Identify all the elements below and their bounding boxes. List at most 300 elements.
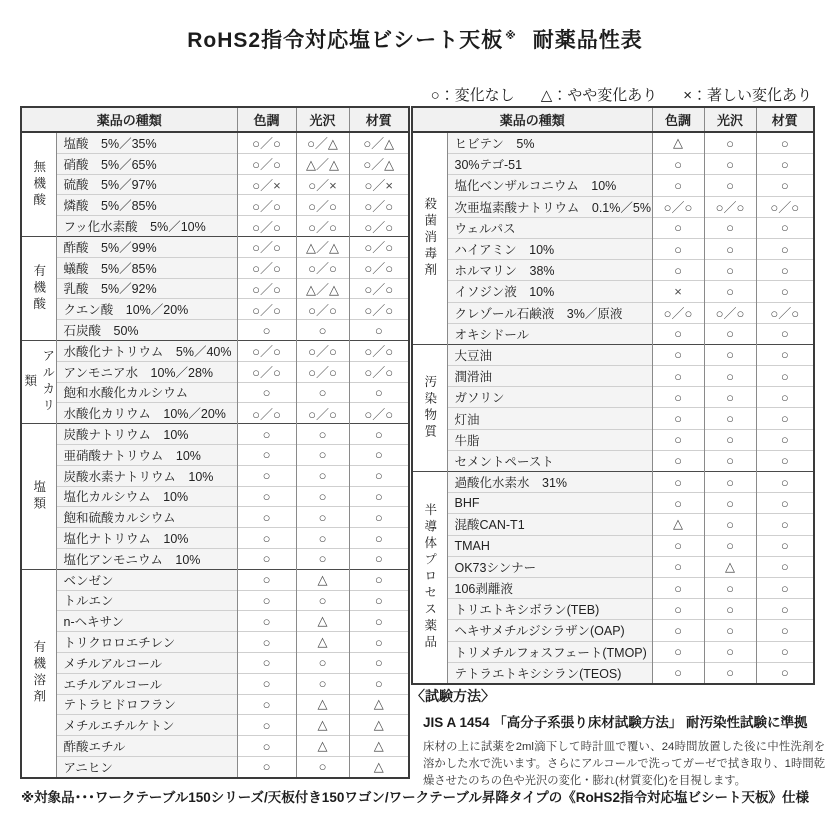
table-row: [21, 340, 409, 361]
color-result-cell: ○／○: [237, 403, 296, 424]
material-result-cell: △: [349, 694, 409, 715]
gloss-result-cell: ○／×: [296, 174, 349, 195]
chemical-name-cell: 燐酸 5%／85%: [56, 195, 237, 216]
chemical-name-cell: クレゾール石鹸液 3%／原液: [447, 302, 652, 323]
chemical-name-cell: 灯油: [447, 408, 652, 429]
chemical-name-cell: 混酸CAN-T1: [447, 514, 652, 535]
color-result-cell: ○: [237, 590, 296, 611]
gloss-result-cell: ○: [704, 238, 756, 259]
chemical-name-cell: トリクロロエチレン: [56, 632, 237, 653]
gloss-result-cell: ○: [704, 281, 756, 302]
test-method-description: 床材の上に試薬を2ml滴下して時計皿で覆い、24時間放置した後に中性洗剤を溶かした水で洗います。さらにアルコールで洗ってガーゼで拭き取り、1時間乾燥させたのちの色や光沢の変化・膨れ(材質変化)を目視します。: [423, 741, 825, 787]
color-result-cell: ○: [652, 662, 704, 684]
category-cell: アルカリ類: [21, 340, 56, 423]
material-result-cell: ○: [756, 323, 814, 344]
table-row: [412, 556, 814, 577]
chemical-name-cell: 塩化ベンザルコニウム 10%: [447, 175, 652, 196]
col-header-color: 色調: [237, 107, 296, 132]
color-result-cell: ○／○: [237, 299, 296, 320]
table-row: [412, 514, 814, 535]
gloss-result-cell: ○: [704, 662, 756, 684]
category-cell: 殺菌消毒剤: [412, 132, 447, 344]
chemical-name-cell: メチルエチルケトン: [56, 715, 237, 736]
color-result-cell: ○／○: [652, 302, 704, 323]
color-result-cell: ○: [652, 556, 704, 577]
table-row: [412, 472, 814, 493]
gloss-result-cell: ○: [704, 599, 756, 620]
chemical-name-cell: BHF: [447, 493, 652, 514]
gloss-result-cell: ○: [296, 486, 349, 507]
color-result-cell: ○: [237, 382, 296, 403]
color-result-cell: ○: [652, 535, 704, 556]
gloss-result-cell: ○／○: [704, 196, 756, 217]
color-result-cell: ○: [652, 387, 704, 408]
color-result-cell: ○: [652, 408, 704, 429]
chemical-name-cell: 石炭酸 50%: [56, 320, 237, 341]
material-result-cell: ○: [756, 450, 814, 471]
material-result-cell: ○: [349, 632, 409, 653]
gloss-result-cell: ○／○: [296, 299, 349, 320]
applicable-products-note: ※対象品･･･ワークテーブル150シリーズ/天板付き150ワゴン/ワークテーブル昇降タイプの《RoHS2指令対応塩ビシート天板》仕様: [21, 790, 809, 805]
chemical-name-cell: 硝酸 5%／65%: [56, 153, 237, 174]
material-result-cell: ○: [349, 465, 409, 486]
table-row: [412, 662, 814, 684]
color-result-cell: ○: [237, 694, 296, 715]
gloss-result-cell: ○: [704, 132, 756, 154]
col-header-chemical-type: 薬品の種類: [21, 107, 237, 132]
material-result-cell: ○／○: [756, 302, 814, 323]
table-row: [21, 278, 409, 299]
page-title-reference-mark: ※: [505, 30, 517, 42]
material-result-cell: ○／△: [349, 153, 409, 174]
category-cell: 塩類: [21, 424, 56, 570]
gloss-result-cell: ○: [296, 320, 349, 341]
table-row: [21, 528, 409, 549]
table-row: [21, 257, 409, 278]
table-row: [21, 236, 409, 257]
chemical-name-cell: 飽和水酸化カルシウム: [56, 382, 237, 403]
col-header-color: 色調: [652, 107, 704, 132]
chemical-name-cell: OK73シンナー: [447, 556, 652, 577]
gloss-result-cell: ○: [704, 429, 756, 450]
table-row: [21, 611, 409, 632]
gloss-result-cell: △／△: [296, 236, 349, 257]
material-result-cell: ○／○: [349, 361, 409, 382]
material-result-cell: ○: [349, 486, 409, 507]
color-result-cell: ○: [237, 486, 296, 507]
material-result-cell: ○: [349, 548, 409, 569]
table-row: [412, 217, 814, 238]
gloss-result-cell: △: [296, 715, 349, 736]
material-result-cell: ○: [756, 408, 814, 429]
table-row: [412, 366, 814, 387]
chemical-name-cell: 次亜塩素酸ナトリウム 0.1%／5%: [447, 196, 652, 217]
table-header-row: [412, 107, 814, 132]
gloss-result-cell: △／△: [296, 153, 349, 174]
table-row: [21, 132, 409, 153]
color-result-cell: ○: [237, 715, 296, 736]
gloss-result-cell: ○: [296, 507, 349, 528]
right-chemical-table: [411, 106, 815, 685]
table-row: [412, 238, 814, 259]
gloss-result-cell: ○／○: [296, 195, 349, 216]
material-result-cell: ○／○: [349, 257, 409, 278]
color-result-cell: ○: [652, 260, 704, 281]
color-result-cell: ○／○: [237, 340, 296, 361]
chemical-name-cell: 炭酸ナトリウム 10%: [56, 424, 237, 445]
color-result-cell: ○／○: [237, 153, 296, 174]
material-result-cell: ○／○: [349, 299, 409, 320]
material-result-cell: ○: [756, 535, 814, 556]
material-result-cell: ○／○: [349, 278, 409, 299]
color-result-cell: ○: [237, 569, 296, 590]
gloss-result-cell: △: [296, 736, 349, 757]
gloss-result-cell: △: [296, 632, 349, 653]
table-row: [412, 154, 814, 175]
gloss-result-cell: ○: [704, 493, 756, 514]
material-result-cell: ○: [349, 590, 409, 611]
chemical-name-cell: テトラヒドロフラン: [56, 694, 237, 715]
col-header-material: 材質: [349, 107, 409, 132]
color-result-cell: ○: [652, 175, 704, 196]
table-row: [21, 590, 409, 611]
chemical-name-cell: 大豆油: [447, 344, 652, 365]
color-result-cell: ○: [652, 366, 704, 387]
material-result-cell: ○: [756, 366, 814, 387]
color-result-cell: ○: [652, 238, 704, 259]
gloss-result-cell: △: [296, 611, 349, 632]
table-row: [21, 320, 409, 341]
color-result-cell: ○: [237, 652, 296, 673]
color-result-cell: ○: [237, 465, 296, 486]
table-row: [412, 323, 814, 344]
material-result-cell: ○: [756, 493, 814, 514]
chemical-name-cell: 酢酸 5%／99%: [56, 236, 237, 257]
chemical-name-cell: 水酸化カリウム 10%／20%: [56, 403, 237, 424]
color-result-cell: ○: [652, 620, 704, 641]
material-result-cell: ○: [756, 641, 814, 662]
gloss-result-cell: ○: [296, 382, 349, 403]
chemical-name-cell: トリメチルフォスフェート(TMOP): [447, 641, 652, 662]
color-result-cell: ○: [237, 528, 296, 549]
table-row: [21, 382, 409, 403]
gloss-result-cell: ○: [296, 548, 349, 569]
color-result-cell: ×: [652, 281, 704, 302]
chemical-name-cell: 蟻酸 5%／85%: [56, 257, 237, 278]
color-result-cell: ○: [652, 472, 704, 493]
table-row: [21, 153, 409, 174]
color-result-cell: ○: [237, 444, 296, 465]
col-header-chemical-type: 薬品の種類: [412, 107, 652, 132]
page-title-main: RoHS2指令対応塩ビシート天板: [187, 29, 504, 52]
material-result-cell: ○: [756, 154, 814, 175]
gloss-result-cell: ○: [704, 175, 756, 196]
gloss-result-cell: ○: [704, 641, 756, 662]
table-row: [412, 429, 814, 450]
chemical-name-cell: アニヒン: [56, 756, 237, 777]
table-row: [412, 260, 814, 281]
gloss-result-cell: ○: [704, 577, 756, 598]
gloss-result-cell: ○／○: [296, 340, 349, 361]
material-result-cell: ○: [756, 132, 814, 154]
gloss-result-cell: ○: [704, 535, 756, 556]
material-result-cell: ○: [349, 673, 409, 694]
gloss-result-cell: ○: [704, 408, 756, 429]
color-result-cell: △: [652, 132, 704, 154]
gloss-result-cell: ○: [296, 756, 349, 777]
gloss-result-cell: ○: [704, 260, 756, 281]
material-result-cell: ○: [756, 281, 814, 302]
table-row: [412, 302, 814, 323]
col-header-gloss: 光沢: [296, 107, 349, 132]
table-row: [412, 577, 814, 598]
table-header-row: [21, 107, 409, 132]
table-row: [21, 403, 409, 424]
table-row: [21, 548, 409, 569]
chemical-name-cell: ホルマリン 38%: [447, 260, 652, 281]
material-result-cell: ○: [756, 429, 814, 450]
category-cell: 有機酸: [21, 236, 56, 340]
color-result-cell: ○／×: [237, 174, 296, 195]
material-result-cell: ○: [756, 556, 814, 577]
table-row: [21, 174, 409, 195]
gloss-result-cell: ○: [296, 673, 349, 694]
color-result-cell: ○: [652, 641, 704, 662]
table-row: [412, 408, 814, 429]
table-row: [21, 756, 409, 777]
category-cell: 半導体プロセス薬品: [412, 472, 447, 684]
gloss-result-cell: △: [296, 569, 349, 590]
material-result-cell: ○／○: [349, 216, 409, 237]
gloss-result-cell: △: [296, 694, 349, 715]
table-row: [21, 673, 409, 694]
chemical-name-cell: 飽和硫酸カルシウム: [56, 507, 237, 528]
chemical-name-cell: 酢酸エチル: [56, 736, 237, 757]
table-row: [412, 132, 814, 154]
table-row: [21, 486, 409, 507]
gloss-result-cell: ○: [704, 344, 756, 365]
test-method-standard: JIS A 1454 「高分子系張り床材試験方法」 耐汚染性試験に準拠: [423, 715, 808, 730]
material-result-cell: ○: [756, 577, 814, 598]
chemical-name-cell: オキシドール: [447, 323, 652, 344]
left-chemical-table: [20, 106, 410, 779]
table-row: [412, 450, 814, 471]
chemical-name-cell: 水酸化ナトリウム 5%／40%: [56, 340, 237, 361]
gloss-result-cell: ○／○: [296, 361, 349, 382]
category-cell: 有機溶剤: [21, 569, 56, 777]
chemical-name-cell: メチルアルコール: [56, 652, 237, 673]
material-result-cell: ○／○: [349, 195, 409, 216]
material-result-cell: ○: [349, 569, 409, 590]
chemical-name-cell: 塩化アンモニウム 10%: [56, 548, 237, 569]
gloss-result-cell: ○: [704, 472, 756, 493]
gloss-result-cell: ○: [296, 528, 349, 549]
material-result-cell: △: [349, 736, 409, 757]
material-result-cell: ○: [349, 382, 409, 403]
chemical-name-cell: イソジン液 10%: [447, 281, 652, 302]
category-cell: 無機酸: [21, 132, 56, 236]
material-result-cell: ○: [349, 652, 409, 673]
gloss-result-cell: ○: [704, 323, 756, 344]
chemical-name-cell: n-ヘキサン: [56, 611, 237, 632]
gloss-result-cell: ○: [704, 620, 756, 641]
chemical-name-cell: 塩化ナトリウム 10%: [56, 528, 237, 549]
table-row: [21, 632, 409, 653]
table-row: [412, 281, 814, 302]
material-result-cell: ○: [756, 387, 814, 408]
material-result-cell: ○／○: [349, 236, 409, 257]
color-result-cell: ○／○: [237, 216, 296, 237]
table-row: [21, 444, 409, 465]
table-row: [412, 387, 814, 408]
chemical-name-cell: セメントペースト: [447, 450, 652, 471]
chemical-name-cell: 過酸化水素水 31%: [447, 472, 652, 493]
material-result-cell: ○: [756, 599, 814, 620]
color-result-cell: ○／○: [237, 257, 296, 278]
chemical-name-cell: フッ化水素酸 5%／10%: [56, 216, 237, 237]
color-result-cell: ○: [652, 599, 704, 620]
material-result-cell: ○: [756, 472, 814, 493]
table-row: [412, 535, 814, 556]
color-result-cell: ○: [237, 632, 296, 653]
material-result-cell: ○: [756, 238, 814, 259]
legend-significant-change: ×：著しい変化あり: [683, 87, 812, 104]
gloss-result-cell: ○: [704, 217, 756, 238]
chemical-name-cell: 炭酸水素ナトリウム 10%: [56, 465, 237, 486]
gloss-result-cell: ○: [704, 514, 756, 535]
chemical-name-cell: エチルアルコール: [56, 673, 237, 694]
material-result-cell: ○: [756, 217, 814, 238]
symbol-legend: [408, 84, 812, 105]
color-result-cell: ○: [237, 611, 296, 632]
table-row: [412, 599, 814, 620]
chemical-name-cell: クエン酸 10%／20%: [56, 299, 237, 320]
material-result-cell: ○: [349, 320, 409, 341]
gloss-result-cell: ○: [704, 387, 756, 408]
table-row: [412, 175, 814, 196]
chemical-name-cell: 亜硝酸ナトリウム 10%: [56, 444, 237, 465]
material-result-cell: ○／○: [349, 403, 409, 424]
gloss-result-cell: ○: [296, 590, 349, 611]
table-row: [21, 465, 409, 486]
chemical-name-cell: 潤滑油: [447, 366, 652, 387]
chemical-name-cell: ベンゼン: [56, 569, 237, 590]
gloss-result-cell: ○: [296, 444, 349, 465]
material-result-cell: ○／○: [349, 340, 409, 361]
material-result-cell: ○／×: [349, 174, 409, 195]
material-result-cell: ○: [349, 444, 409, 465]
color-result-cell: ○／○: [652, 196, 704, 217]
material-result-cell: ○／○: [756, 196, 814, 217]
table-row: [21, 216, 409, 237]
color-result-cell: ○: [237, 736, 296, 757]
color-result-cell: ○: [652, 154, 704, 175]
gloss-result-cell: ○／△: [296, 132, 349, 153]
gloss-result-cell: ○／○: [296, 257, 349, 278]
color-result-cell: ○: [237, 673, 296, 694]
test-method-title: 〈試験方法〉: [411, 688, 495, 704]
gloss-result-cell: △: [704, 556, 756, 577]
material-result-cell: ○: [756, 662, 814, 684]
chemical-name-cell: ヘキサメチルジシラザン(OAP): [447, 620, 652, 641]
chemical-name-cell: トルエン: [56, 590, 237, 611]
color-result-cell: ○／○: [237, 361, 296, 382]
table-row: [412, 344, 814, 365]
material-result-cell: ○: [349, 611, 409, 632]
color-result-cell: ○: [652, 217, 704, 238]
table-row: [21, 424, 409, 445]
material-result-cell: ○: [756, 175, 814, 196]
chemical-name-cell: 塩化カルシウム 10%: [56, 486, 237, 507]
gloss-result-cell: ○: [704, 366, 756, 387]
table-row: [412, 641, 814, 662]
chemical-name-cell: ハイアミン 10%: [447, 238, 652, 259]
color-result-cell: ○: [652, 429, 704, 450]
chemical-name-cell: 牛脂: [447, 429, 652, 450]
chemical-name-cell: 30%テゴ-51: [447, 154, 652, 175]
color-result-cell: ○: [237, 507, 296, 528]
chemical-name-cell: テトラエトキシシラン(TEOS): [447, 662, 652, 684]
material-result-cell: ○: [756, 514, 814, 535]
col-header-material: 材質: [756, 107, 814, 132]
color-result-cell: ○: [237, 320, 296, 341]
material-result-cell: ○: [349, 424, 409, 445]
table-row: [21, 361, 409, 382]
legend-slight-change: △：やや変化あり: [540, 87, 658, 104]
material-result-cell: ○: [756, 620, 814, 641]
material-result-cell: ○／△: [349, 132, 409, 153]
material-result-cell: ○: [349, 528, 409, 549]
color-result-cell: ○: [237, 756, 296, 777]
gloss-result-cell: ○: [296, 424, 349, 445]
gloss-result-cell: ○／○: [296, 403, 349, 424]
category-cell: 汚染物質: [412, 344, 447, 471]
color-result-cell: ○／○: [237, 195, 296, 216]
chemical-name-cell: ウェルパス: [447, 217, 652, 238]
gloss-result-cell: ○／○: [296, 216, 349, 237]
table-row: [21, 652, 409, 673]
color-result-cell: ○: [652, 323, 704, 344]
gloss-result-cell: ○／○: [704, 302, 756, 323]
chemical-name-cell: ヒビテン 5%: [447, 132, 652, 154]
material-result-cell: ○: [756, 344, 814, 365]
chemical-name-cell: 106剥離液: [447, 577, 652, 598]
color-result-cell: ○／○: [237, 132, 296, 153]
color-result-cell: ○: [652, 344, 704, 365]
page-title-suffix: 耐薬品性表: [532, 29, 643, 52]
color-result-cell: △: [652, 514, 704, 535]
test-method-notes: [411, 686, 825, 790]
material-result-cell: ○: [349, 507, 409, 528]
table-row: [21, 507, 409, 528]
chemical-name-cell: ガソリン: [447, 387, 652, 408]
material-result-cell: △: [349, 756, 409, 777]
gloss-result-cell: ○: [704, 450, 756, 471]
gloss-result-cell: △／△: [296, 278, 349, 299]
material-result-cell: ○: [756, 260, 814, 281]
color-result-cell: ○／○: [237, 278, 296, 299]
table-row: [412, 493, 814, 514]
gloss-result-cell: ○: [704, 154, 756, 175]
gloss-result-cell: ○: [296, 465, 349, 486]
chemical-name-cell: 塩酸 5%／35%: [56, 132, 237, 153]
color-result-cell: ○: [652, 493, 704, 514]
page-title: [0, 24, 830, 54]
table-row: [412, 196, 814, 217]
table-row: [21, 715, 409, 736]
chemical-name-cell: トリエトキシボラン(TEB): [447, 599, 652, 620]
material-result-cell: △: [349, 715, 409, 736]
